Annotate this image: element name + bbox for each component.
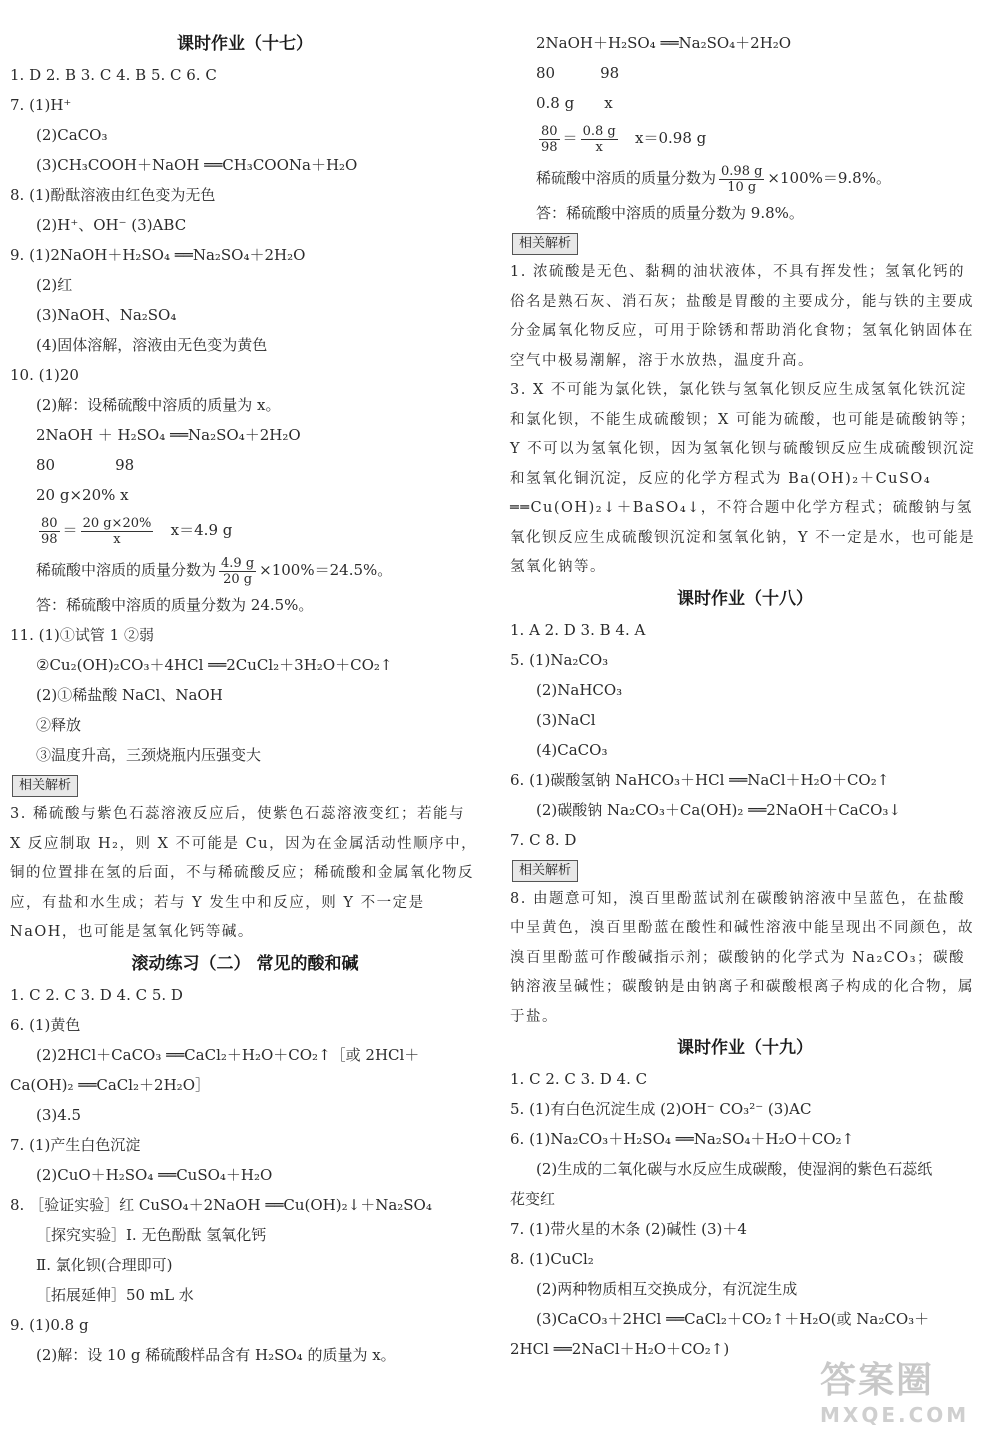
answer-line: 答：稀硫酸中溶质的质量分数为 9.8%。 [536, 204, 804, 222]
answer-line: (2)①稀盐酸 NaCl、NaOH [36, 686, 223, 704]
fraction: $\frac{0.98 g}{10 g}$ [721, 163, 763, 195]
answer-line: (2)碳酸钠 Na₂CO₃＋Ca(OH)₂ ══2NaOH＋CaCO₃↓ [536, 800, 901, 819]
section-title-18: 课时作业（十八） [677, 588, 813, 609]
answer-line: (4)固体溶解，溶液由无色变为黄色 [36, 336, 268, 354]
answer-line: (2)解：设 10 g 稀硫酸样品含有 H₂SO₄ 的质量为 x。 [36, 1345, 396, 1364]
answer-line: ③温度升高，三颈烧瓶内压强变大 [36, 746, 262, 764]
answer-line: Ⅱ. 氯化钡(合理即可) [36, 1255, 173, 1274]
answer-line: 花变红 [510, 1190, 556, 1208]
answer-line: (3)NaOH、Na₂SO₄ [36, 306, 177, 324]
analysis-paragraph: 1. 浓硫酸是无色、黏稠的油状液体，不具有挥发性；氢氧化钙的俗名是熟石灰、消石灰；盐酸是胃酸的主要成分，能与铁的主要成分金属氧化物反应，可用于除锈和帮助消化食物；氢氧化钠固体在空气中极易潮解，溶于水放热，温度升高。 [510, 264, 974, 369]
answer-line: (2)2HCl＋CaCO₃ ══CaCl₂＋H₂O＋CO₂↑［或 2HCl＋ [36, 1045, 420, 1064]
percent-line: 稀硫酸中溶质的质量分数为 $\frac{4.9 g}{20 g}$ ×100%＝24.5%。 [36, 555, 393, 587]
section-title-17: 课时作业（十七） [177, 34, 313, 54]
answer-line: 5. (1)Na₂CO₃ [510, 650, 609, 669]
answer-line: 9. (1)0.8 g [10, 1315, 89, 1334]
fraction: $\frac{80}{98}$ [541, 123, 558, 155]
proportion-line: $\frac{80}{98}$ ＝ $\frac{20 g\times 20\%}{x}$ x＝4.9 g [41, 515, 233, 547]
answer-line: 答：稀硫酸中溶质的质量分数为 24.5%。 [36, 596, 314, 614]
equation-line: 2NaOH ＋ H₂SO₄ ══Na₂SO₄＋2H₂O [36, 426, 301, 444]
answer-line: ②Cu₂(OH)₂CO₃＋4HCl ══2CuCl₂＋3H₂O＋CO₂↑ [36, 656, 393, 674]
answer-line: 11. (1)①试管 1 ②弱 [10, 626, 154, 644]
answer-line: ［探究实验］Ⅰ. 无色酚酞 氢氧化钙 [36, 1225, 267, 1244]
percent-line: 稀硫酸中溶质的质量分数为 $\frac{0.98 g}{10 g}$ ×100%＝9.8%。 [536, 163, 891, 195]
answer-line: (2)解：设稀硫酸中溶质的质量为 x。 [36, 396, 281, 414]
answer-line: (2)CuO＋H₂SO₄ ══CuSO₄＋H₂O [36, 1165, 273, 1184]
answer-line: 9. (1)2NaOH＋H₂SO₄ ══Na₂SO₄＋2H₂O [10, 246, 306, 264]
answer-line: 5. (1)有白色沉淀生成 (2)OH⁻ CO₃²⁻ (3)AC [510, 1100, 812, 1118]
answer-line: 6. (1)碳酸氢钠 NaHCO₃＋HCl ══NaCl＋H₂O＋CO₂↑ [510, 770, 890, 789]
answer-line: Ca(OH)₂ ══CaCl₂＋2H₂O］ [10, 1075, 210, 1094]
answer-line: 8. (1)CuCl₂ [510, 1250, 594, 1268]
answer-line: 1. C 2. C 3. D 4. C [510, 1070, 648, 1088]
answer-line: (2)CaCO₃ [36, 126, 108, 144]
answer-line: (2)NaHCO₃ [536, 680, 623, 699]
answer-line: 8. ［验证实验］红 CuSO₄＋2NaOH ══Cu(OH)₂↓＋Na₂SO₄ [10, 1195, 432, 1214]
analysis-tag: 相关解析 [512, 233, 578, 255]
left-column [10, 28, 480, 1370]
answer-line: 1. D 2. B 3. C 4. B 5. C 6. C [10, 66, 217, 84]
fraction: $\frac{80}{98}$ [41, 515, 58, 547]
answer-line: (2)生成的二氧化碳与水反应生成碳酸，使湿润的紫色石蕊纸 [536, 1160, 933, 1178]
answer-line: 7. C 8. D [510, 830, 577, 849]
equation-line: 0.8 g x [536, 94, 613, 112]
proportion-line: $\frac{80}{98}$ ＝ $\frac{0.8 g}{x}$ x＝0.98 g [541, 123, 707, 155]
answer-line: ②释放 [36, 716, 82, 734]
answer-line: 6. (1)Na₂CO₃＋H₂SO₄ ══Na₂SO₄＋H₂O＋CO₂↑ [510, 1130, 855, 1148]
analysis-paragraph: 3. 稀硫酸与紫色石蕊溶液反应后，使紫色石蕊溶液变红；若能与 X 反应制取 H₂，则 X 不可能是 Cu，因为在金属活动性顺序中，铜的位置排在氢的后面，不与稀硫酸反应；稀硫酸和金属氧化物反应，有盐和水生成；若与 Y 发生中和反应，则 Y 不一定是 NaOH，也可能是氢氧化钙等碱。 [10, 806, 478, 940]
answer-line: (2)H⁺、OH⁻ (3)ABC [36, 216, 187, 234]
answer-line: 10. (1)20 [10, 366, 79, 384]
answer-line: (2)两种物质相互交换成分，有沉淀生成 [536, 1280, 798, 1298]
equation-line: 2NaOH＋H₂SO₄ ══Na₂SO₄＋2H₂O [536, 34, 792, 52]
answer-line: (4)CaCO₃ [536, 740, 608, 759]
fraction: $\frac{20 g\times 20\%}{x}$ [82, 515, 152, 547]
equation-line: 20 g×20% x [36, 486, 129, 504]
answer-line: 2HCl ══2NaCl＋H₂O＋CO₂↑) [510, 1340, 730, 1358]
answer-line: 6. (1)黄色 [10, 1015, 81, 1034]
answer-line: 7. (1)H⁺ [10, 96, 72, 114]
equation-line: 80 98 [536, 64, 620, 82]
analysis-paragraph: 3. X 不可能为氯化铁，氯化铁与氢氧化钡反应生成氢氧化铁沉淀和氯化钡，不能生成硫酸钡；X 可能为硫酸，也可能是硫酸钠等；Y 不可以为氢氧化钡，因为氢氧化钡与硫酸钡反应生成硫酸钡沉淀和氢氧化铜沉淀，反应的化学方程式为 Ba(OH)₂＋CuSO₄ ══Cu(OH)₂↓＋BaSO₄↓，不符合题中化学方程式；硫酸钠与氢氧化钡反应生成硫酸钡沉淀和氢氧化钠，Y 不一定是水，也可能是氢氧化钠等。 [510, 382, 976, 575]
answer-line: 7. (1)产生白色沉淀 [10, 1135, 141, 1154]
equation-line: 80 98 [36, 456, 135, 474]
watermark-url: MXQE.COM [820, 1403, 970, 1427]
answer-line: (3)4.5 [36, 1105, 82, 1124]
watermark-logo [820, 1352, 970, 1432]
analysis-tag: 相关解析 [512, 860, 578, 882]
analysis-tag: 相关解析 [12, 775, 78, 797]
fraction: $\frac{4.9 g}{20 g}$ [221, 555, 255, 587]
answer-line: (3)CH₃COOH＋NaOH ══CH₃COONa＋H₂O [36, 156, 358, 174]
section-title-19: 课时作业（十九） [677, 1038, 813, 1058]
right-column [510, 28, 980, 1364]
answer-line: 7. (1)带火星的木条 (2)碱性 (3)＋4 [510, 1220, 747, 1238]
analysis-paragraph: 8. 由题意可知，溴百里酚蓝试剂在碳酸钠溶液中呈蓝色，在盐酸中呈黄色，溴百里酚蓝在酸性和碱性溶液中能呈现出不同颜色，故溴百里酚蓝可作酸碱指示剂；碳酸钠的化学式为 Na₂CO₃；碳酸钠溶液呈碱性；碳酸钠是由钠离子和碳酸根离子构成的化合物，属于盐。 [510, 890, 974, 1025]
section-title-review-2: 滚动练习（二） 常见的酸和碱 [131, 953, 359, 974]
fraction: $\frac{0.8 g}{x}$ [582, 123, 616, 155]
answer-line: (3)CaCO₃＋2HCl ══CaCl₂＋CO₂↑＋H₂O(或 Na₂CO₃＋ [536, 1310, 930, 1328]
answer-line: (3)NaCl [536, 710, 596, 729]
answer-line: 1. C 2. C 3. D 4. C 5. D [10, 985, 183, 1004]
answer-line: 8. (1)酚酞溶液由红色变为无色 [10, 186, 216, 204]
watermark-text: 答案圈 [820, 1360, 935, 1401]
answer-line: 1. A 2. D 3. B 4. A [510, 620, 646, 639]
answer-line: (2)红 [36, 276, 73, 294]
answer-line: ［拓展延伸］50 mL 水 [36, 1285, 194, 1304]
